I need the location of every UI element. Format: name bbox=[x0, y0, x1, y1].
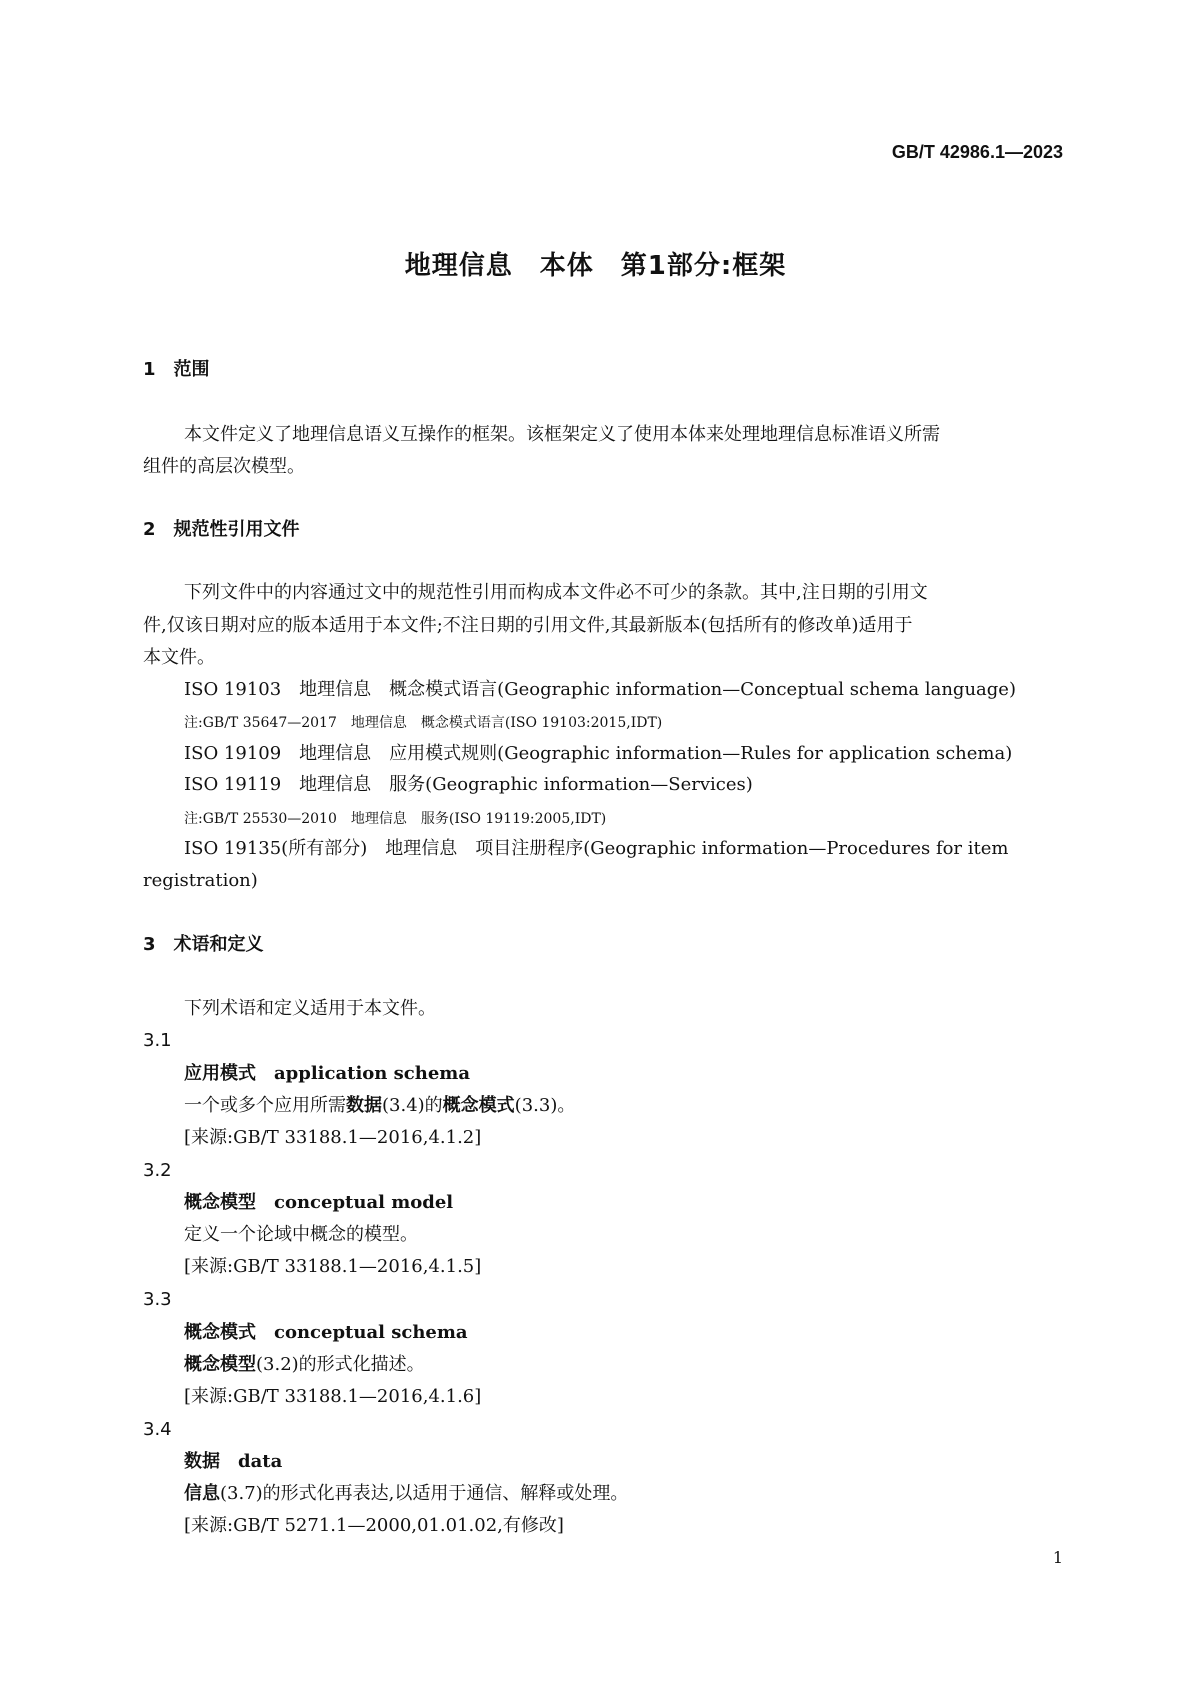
section-heading-terms: 3 术语和定义 bbox=[143, 934, 264, 955]
reference-item-continued: registration) bbox=[143, 870, 258, 891]
page-number: 1 bbox=[1052, 1548, 1063, 1567]
reference-item: ISO 19135(所有部分) 地理信息 项目注册程序(Geographic information—Procedures for item bbox=[184, 838, 1009, 859]
section-heading-references: 2 规范性引用文件 bbox=[143, 519, 300, 540]
term-number: 3.4 bbox=[143, 1419, 172, 1440]
term-ref: 数据 bbox=[346, 1095, 382, 1116]
document-number: GB/T 42986.1—2023 bbox=[891, 142, 1063, 162]
term-definition bbox=[184, 1353, 425, 1377]
term-source: [来源:GB/T 33188.1—2016,4.1.5] bbox=[184, 1256, 482, 1277]
def-text: (3.2)的形式化描述。 bbox=[256, 1354, 425, 1375]
term-number: 3.2 bbox=[143, 1160, 172, 1181]
term-ref: 概念模式 bbox=[442, 1095, 515, 1116]
term-definition bbox=[184, 1094, 575, 1118]
paragraph-line: 下列文件中的内容通过文中的规范性引用而构成本文件必不可少的条款。其中,注日期的引用文 bbox=[184, 582, 928, 603]
paragraph-line: 本文件。 bbox=[143, 647, 215, 668]
term-name: 概念模式 conceptual schema bbox=[184, 1322, 468, 1343]
def-text: (3.7)的形式化再表达,以适用于通信、解释或处理。 bbox=[220, 1483, 629, 1504]
term-number: 3.1 bbox=[143, 1030, 172, 1051]
section-heading-scope: 1 范围 bbox=[143, 359, 210, 380]
def-text: (3.4)的 bbox=[382, 1095, 443, 1116]
reference-note: 注:GB/T 35647—2017 地理信息 概念模式语言(ISO 19103:2015,IDT) bbox=[184, 715, 663, 731]
term-definition bbox=[184, 1482, 628, 1506]
term-source: [来源:GB/T 33188.1—2016,4.1.2] bbox=[184, 1127, 482, 1148]
page-title: 地理信息 本体 第1部分:框架 bbox=[404, 251, 787, 281]
term-source: [来源:GB/T 5271.1—2000,01.01.02,有修改] bbox=[184, 1515, 564, 1536]
paragraph-line: 件,仅该日期对应的版本适用于本文件;不注日期的引用文件,其最新版本(包括所有的修改单)适用于 bbox=[143, 615, 913, 636]
reference-item: ISO 19119 地理信息 服务(Geographic information—Services) bbox=[184, 774, 753, 795]
reference-item: ISO 19103 地理信息 概念模式语言(Geographic information—Conceptual schema language) bbox=[184, 679, 1016, 700]
term-source: [来源:GB/T 33188.1—2016,4.1.6] bbox=[184, 1386, 482, 1407]
term-name: 数据 data bbox=[184, 1451, 283, 1472]
term-number: 3.3 bbox=[143, 1289, 172, 1310]
term-ref: 信息 bbox=[184, 1483, 220, 1504]
def-text: (3.3)。 bbox=[514, 1095, 576, 1116]
term-name: 应用模式 application schema bbox=[184, 1063, 470, 1084]
def-text: 一个或多个应用所需 bbox=[184, 1095, 346, 1116]
paragraph-line: 组件的高层次模型。 bbox=[143, 456, 305, 477]
paragraph-line: 下列术语和定义适用于本文件。 bbox=[184, 998, 436, 1019]
paragraph-line: 本文件定义了地理信息语义互操作的框架。该框架定义了使用本体来处理地理信息标准语义所需 bbox=[184, 424, 940, 445]
term-definition: 定义一个论域中概念的模型。 bbox=[184, 1224, 418, 1245]
reference-item: ISO 19109 地理信息 应用模式规则(Geographic information—Rules for application schema) bbox=[184, 743, 1013, 764]
term-name: 概念模型 conceptual model bbox=[184, 1192, 454, 1213]
reference-note: 注:GB/T 25530—2010 地理信息 服务(ISO 19119:2005,IDT) bbox=[184, 811, 607, 827]
term-ref: 概念模型 bbox=[184, 1354, 256, 1375]
